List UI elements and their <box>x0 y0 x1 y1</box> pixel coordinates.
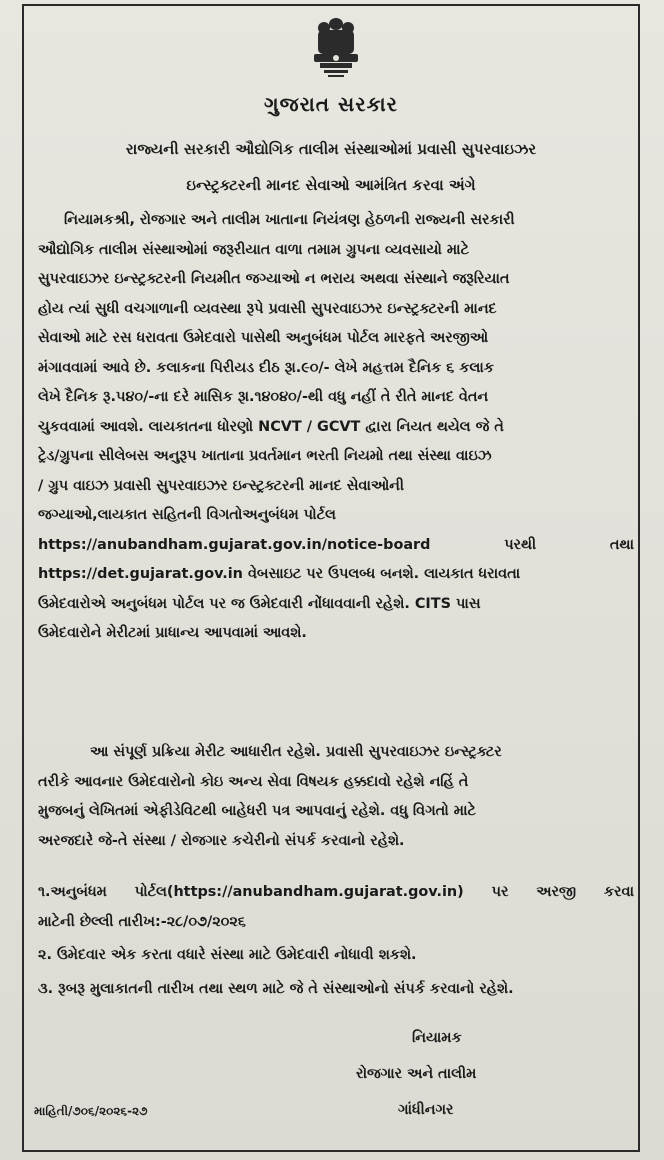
paragraph-line: ઔદ્યોગિક તાલીમ સંસ્થાઓમાં જરૂરીયાત વાળા તમામ ગ્રુપના વ્યવસાયો માટે <box>38 241 469 258</box>
list-text: કરવા <box>603 884 634 900</box>
notice-subject-line-1: રાજ્યની સરકારી ઔદ્યોગિક તાલીમ સંસ્થાઓમાં પ્રવાસી સુપરવાઇઝર <box>125 140 537 158</box>
signatory-department: રોજગાર અને તાલીમ <box>356 1066 477 1082</box>
notice-paragraph-2 <box>38 738 634 856</box>
paragraph-line: ઉમેદવારોએ અનુબંધમ પોર્ટલ પર જ ઉમેદવારી નોંધાવવાની રહેશે. CITS પાસ <box>38 595 481 612</box>
paragraph-line-with-url <box>38 560 634 590</box>
paragraph-line: નિયામકશ્રી, રોજગાર અને તાલીમ ખાતાના નિયંત્રણ હેઠળની રાજ્યની સરકારી <box>64 212 515 228</box>
paragraph-line: ચુકવવામાં આવશે. લાયકાતના ધોરણો NCVT / GCVT દ્વારા નિયત થયેલ જે તે <box>38 418 504 435</box>
notice-board-link: https://anubandham.gujarat.gov.in/notice-board <box>38 536 431 553</box>
signatory-title: નિયામક <box>412 1030 462 1046</box>
instructions-list <box>38 878 634 1004</box>
notice-subject-line-2: ઇન્સ્ટ્રક્ટરની માનદ સેવાઓ આમંત્રિત કરવા અંગે <box>186 176 476 194</box>
paragraph-line-with-url <box>38 531 634 561</box>
list-item-1 <box>38 878 634 908</box>
paragraph-line: જગ્યાઓ,લાયકાત સહિતની વિગતોઅનુબંધમ પોર્ટલ <box>38 507 336 523</box>
paragraph-line: આ સંપૂર્ણ પ્રક્રિયા મેરીટ આધારીત રહેશે. પ્રવાસી સુપરવાઇઝર ઇન્સ્ટ્રક્ટર <box>90 744 502 760</box>
paragraph-line: ટ્રેડ/ગ્રુપના સીલેબસ અનુરૂપ ખાતાના પ્રવર્તમાન ભરતી નિયમો તથા સંસ્થા વાઇઝ <box>38 448 492 464</box>
paragraph-line: લેખે દૈનિક રૂ.૫૪૦/-ના દરે માસિક રૂા.૧૪૦૪૦/-થી વધુ નહીં તે રીતે માનદ વેતન <box>38 389 489 405</box>
paragraph-line: તરીકે આવનાર ઉમેદવારોનો કોઇ અન્ય સેવા વિષયક હક્કદાવો રહેશે નહિં તે <box>38 773 469 790</box>
list-item-3: ૩. રૂબરૂ મુલાકાતની તારીખ તથા સ્થળ માટે જે તે સંસ્થાઓનો સંપર્ક કરવાનો રહેશે. <box>38 980 514 997</box>
det-website-link: https://det.gujarat.gov.in <box>38 566 243 582</box>
paragraph-line: મુજબનું લેખિતમાં એફીડેવિટથી બાહેધરી પત્ર આપવાનું રહેશે. વધુ વિગતો માટે <box>38 803 476 819</box>
list-text: પર <box>491 884 509 900</box>
paragraph-word: તથા <box>609 536 634 553</box>
paragraph-line: હોય ત્યાં સુધી વચગાળાની વ્યવસ્થા રૂપે પ્રવાસી સુપરવાઇઝર ઇન્સ્ટ્રક્ટરની માનદ <box>38 300 497 317</box>
paragraph-line: સુપરવાઇઝર ઇન્સ્ટ્રક્ટરની નિયમીત જગ્યાઓ ન ભરાય અથવા સંસ્થાને જરૂરિયાત <box>38 271 510 287</box>
list-text: ૧.અનુબંધમ <box>38 884 107 900</box>
notice-paragraph-1 <box>38 206 634 649</box>
list-item-1-deadline: માટેની છેલ્લી તારીખ:-૨૮/૦૭/૨૦૨૬ <box>38 913 246 930</box>
paragraph-line: મંગાવવામાં આવે છે. કલાકના પિરીયડ દીઠ રૂા.૯૦/- લેખે મહત્તમ દૈનિક ૬ કલાક <box>38 359 494 376</box>
paragraph-line: સેવાઓ માટે રસ ધરાવતા ઉમેદવારો પાસેથી અનુબંધમ પોર્ટલ મારફતે અરજીઓ <box>38 330 489 346</box>
paragraph-line: / ગ્રુપ વાઇઝ પ્રવાસી સુપરવાઇઝર ઇન્સ્ટ્રક્ટરની માનદ સેવાઓની <box>38 477 405 494</box>
list-item-2: ૨. ઉમેદવાર એક કરતા વધારે સંસ્થા માટે ઉમેદવારી નોધાવી શકશે. <box>38 947 417 963</box>
notice-title: ગુજરાત સરકાર <box>264 92 398 116</box>
paragraph-line: અરજદારે જે-તે સંસ્થા / રોજગાર કચેરીનો સંપર્ક કરવાનો રહેશે. <box>38 832 405 849</box>
paragraph-line: ઉમેદવારોને મેરીટમાં પ્રાધાન્ય આપવામાં આવશે. <box>38 625 307 641</box>
anubandham-portal-link: પોર્ટલ(https://anubandham.gujarat.gov.in) <box>134 884 464 900</box>
national-emblem-icon <box>306 14 366 80</box>
paragraph-text: વેબસાઇટ પર ઉપલબ્ધ બનશે. લાયકાત ધરાવતા <box>247 566 521 582</box>
list-text: અરજી <box>536 884 576 900</box>
info-reference-code: માહિતી/૭૦૬/૨૦૨૬-૨૭ <box>34 1104 148 1118</box>
paragraph-word: પરથી <box>504 536 537 553</box>
signatory-location: ગાંધીનગર <box>398 1102 454 1118</box>
